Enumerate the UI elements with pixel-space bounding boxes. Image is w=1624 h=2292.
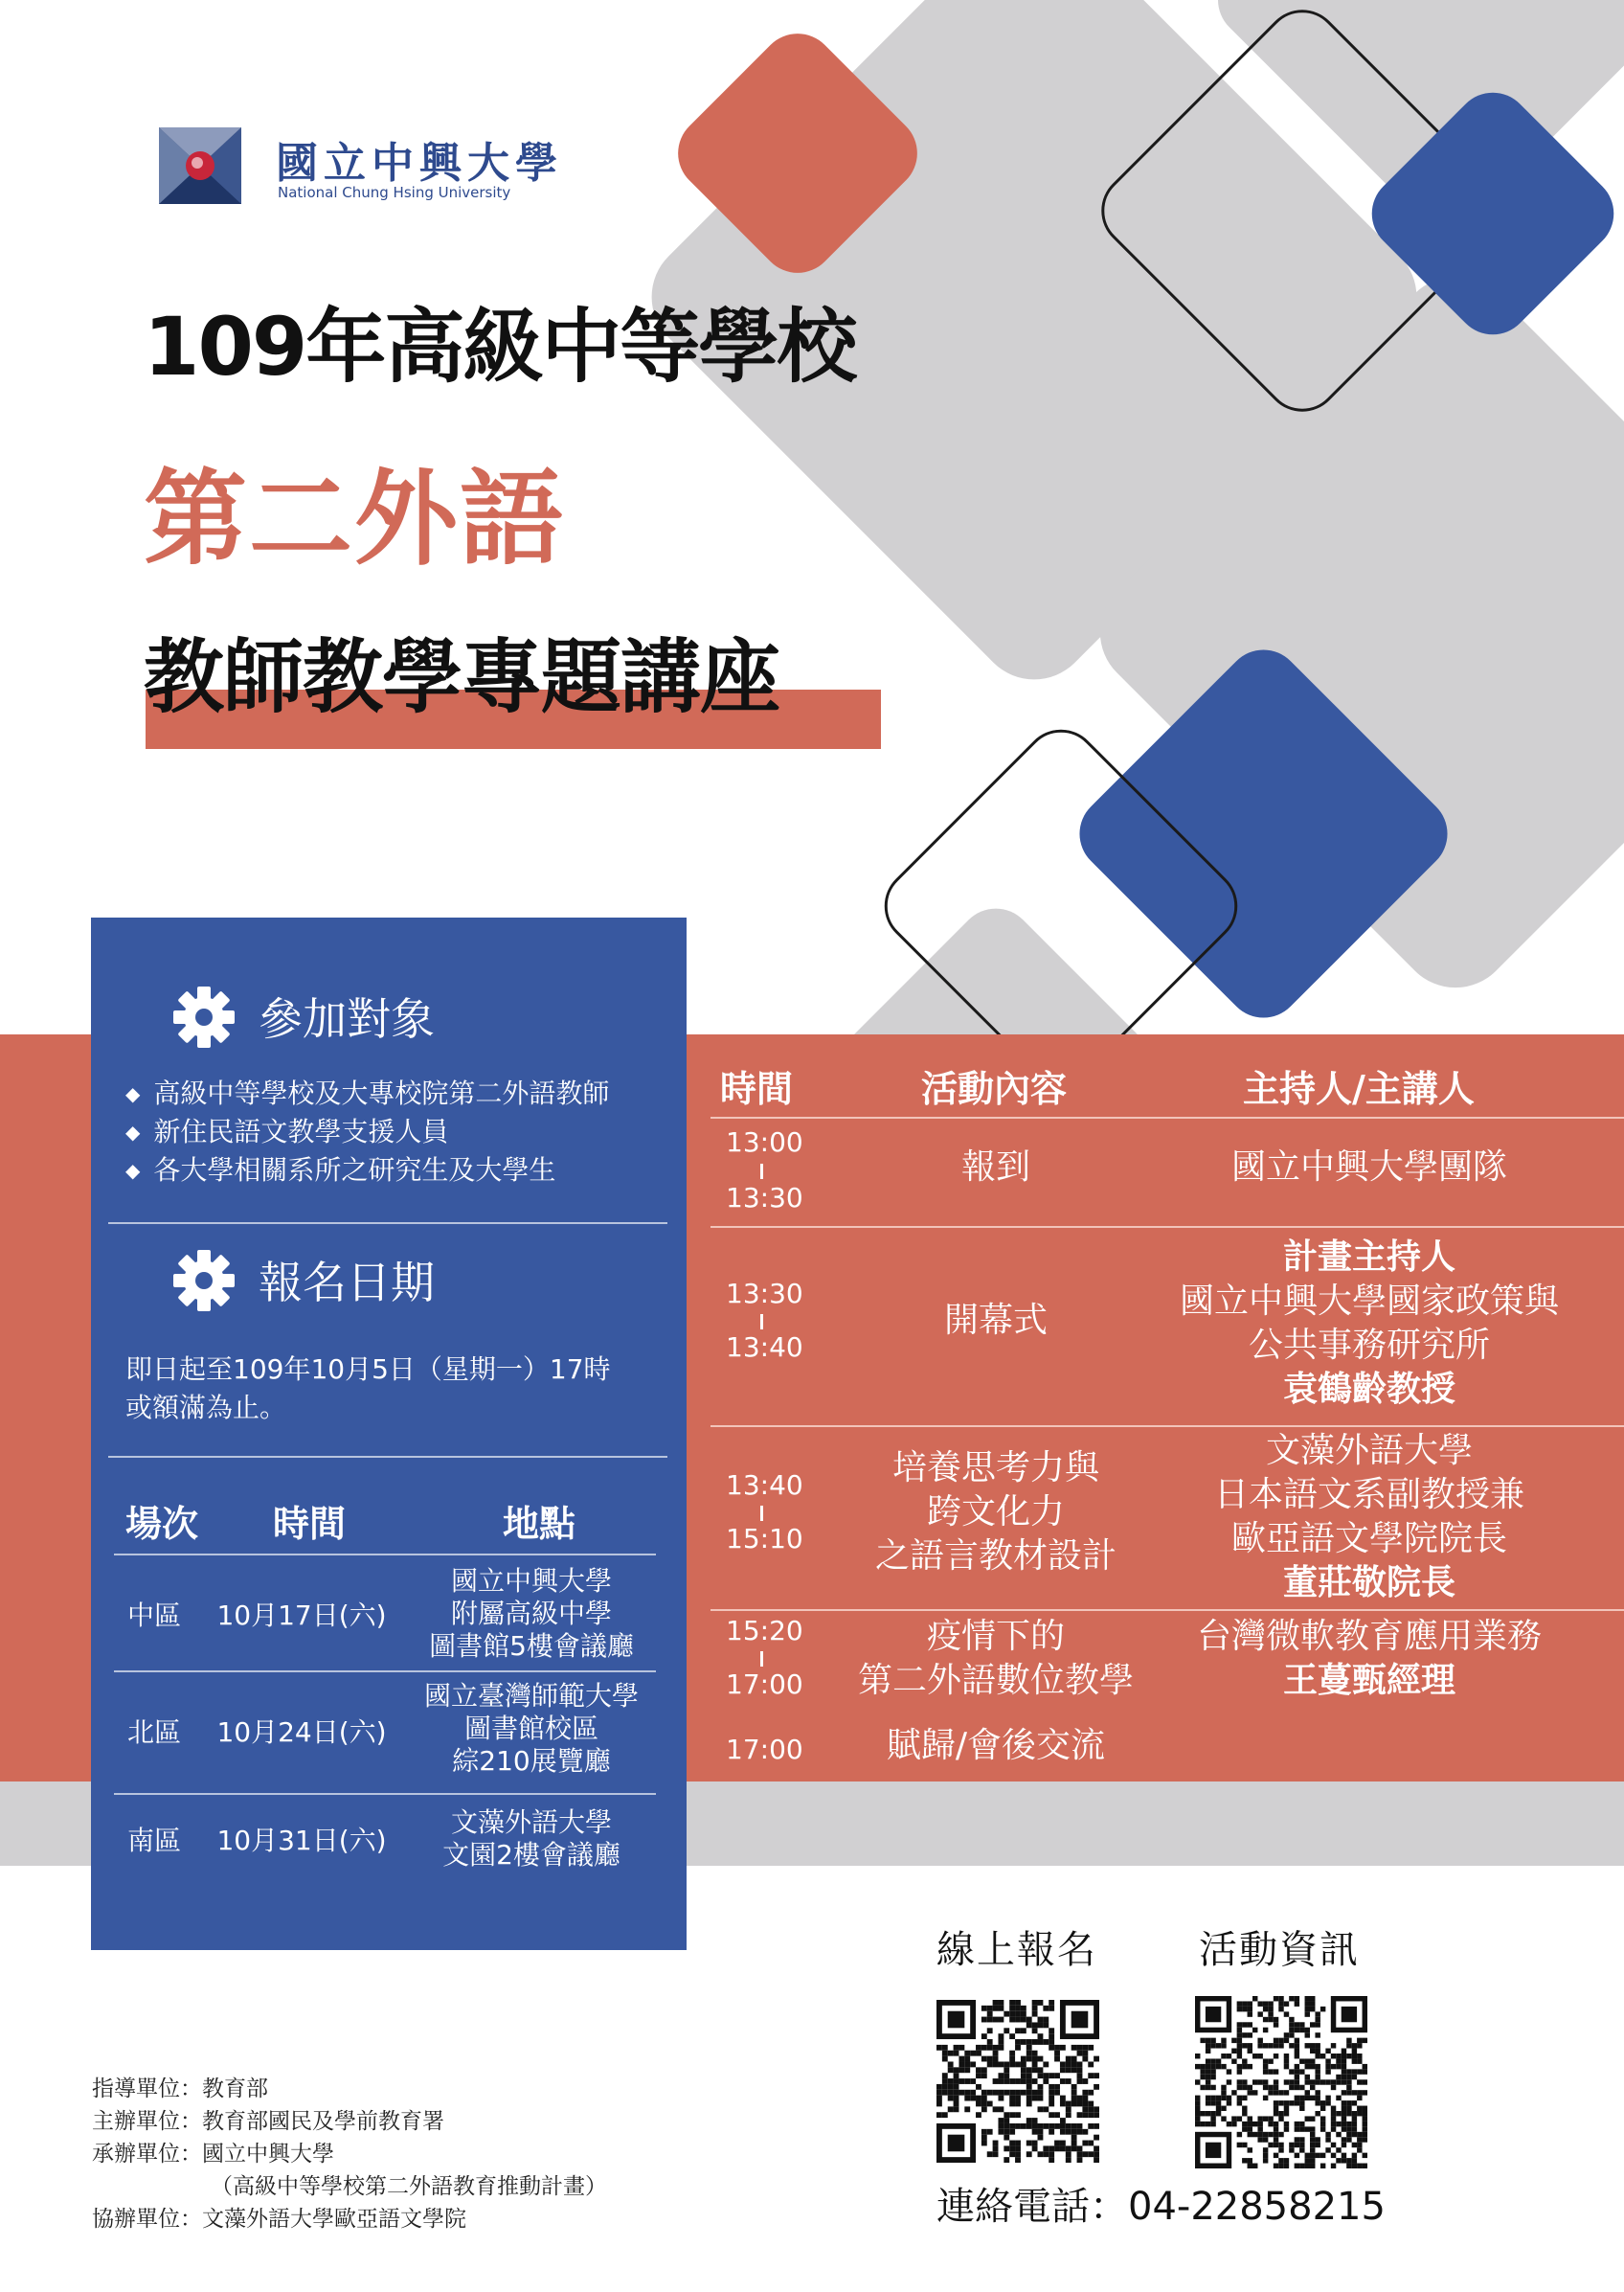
audience-item: ◆ 高級中等學校及大專校院第二外語教師	[125, 1075, 609, 1113]
register-qr-code[interactable]	[936, 2000, 1099, 2163]
activity-line: 開幕式	[943, 1301, 1048, 1340]
gear-icon	[171, 985, 237, 1050]
schedule-start: 17:00	[726, 1734, 803, 1765]
session-region: 北區	[126, 1716, 181, 1748]
schedule-speaker	[1149, 1429, 1590, 1605]
session-venue	[407, 1565, 656, 1663]
time-separator	[760, 1314, 763, 1329]
schedule-end: 15:10	[726, 1523, 803, 1554]
schedule-end: 17:00	[726, 1668, 803, 1700]
activity-line: 之語言教材設計	[874, 1536, 1116, 1576]
session-region: 南區	[126, 1825, 181, 1856]
sessions-header-venue: 地點	[503, 1503, 576, 1545]
register-qr-label: 線上報名	[936, 1928, 1097, 1972]
venue-line: 附屬高級中學	[450, 1598, 612, 1629]
schedule-header-time: 時間	[720, 1068, 794, 1110]
speaker-line: 文藻外語大學	[1265, 1431, 1473, 1470]
organizer-host: 主辦單位：教育部國民及學前教育署	[92, 2109, 444, 2134]
venue-line: 圖書館5樓會議廳	[429, 1630, 634, 1662]
schedule-divider	[710, 1117, 1624, 1119]
schedule-speaker	[1149, 1236, 1590, 1412]
speaker-line: 董莊敬院長	[1282, 1563, 1455, 1602]
schedule-header-speaker: 主持人/主講人	[1243, 1068, 1475, 1110]
session-venue	[407, 1806, 656, 1872]
session-region: 中區	[126, 1600, 181, 1631]
registration-heading: 報名日期	[259, 1257, 435, 1308]
info-panel	[91, 918, 687, 1950]
speaker-line: 國立中興大學團隊	[1230, 1147, 1507, 1187]
speaker-line: 袁鶴齡教授	[1282, 1370, 1455, 1409]
schedule-activity	[843, 1146, 1149, 1190]
speaker-line: 公共事務研究所	[1248, 1326, 1490, 1365]
session-date: 10月31日(六)	[216, 1825, 387, 1856]
activity-line: 疫情下的	[926, 1617, 1065, 1656]
activity-line: 賦歸/會後交流	[886, 1726, 1106, 1765]
schedule-end: 13:30	[726, 1182, 803, 1214]
organizer-undertake: 承辦單位：國立中興大學	[92, 2142, 334, 2167]
venue-line: 文藻外語大學	[450, 1806, 612, 1838]
time-separator	[760, 1506, 763, 1521]
university-name-en: National Chung Hsing University	[278, 184, 511, 201]
title-line-2: 第二外語	[144, 460, 566, 579]
audience-list	[125, 1075, 609, 1190]
schedule-activity	[843, 1446, 1149, 1578]
venue-line: 國立臺灣師範大學	[423, 1680, 639, 1712]
sessions-header-date: 時間	[273, 1503, 347, 1545]
schedule-divider	[710, 1609, 1624, 1611]
time-separator	[760, 1651, 763, 1667]
schedule-start: 13:30	[726, 1278, 803, 1309]
audience-item: ◆ 各大學相關系所之研究生及大學生	[125, 1151, 609, 1190]
session-date: 10月17日(六)	[216, 1600, 387, 1631]
schedule-activity	[843, 1724, 1149, 1768]
organizer-undertake-sub: （高級中等學校第二外語教育推動計畫）	[211, 2174, 607, 2199]
venue-line: 文園2樓會議廳	[442, 1839, 620, 1871]
activity-line: 跨文化力	[926, 1492, 1065, 1532]
audience-item: ◆ 新住民語文教學支援人員	[125, 1113, 609, 1151]
time-separator	[760, 1164, 763, 1179]
table-divider	[114, 1670, 656, 1672]
section-divider	[108, 1456, 667, 1458]
organizer-co: 協辦單位：文藻外語大學歐亞語文學院	[92, 2207, 466, 2232]
schedule-end: 13:40	[726, 1331, 803, 1363]
contact-phone: 連絡電話：04-22858215	[936, 2185, 1386, 2229]
title-line-3: 教師教學專題講座	[144, 630, 780, 724]
audience-heading: 參加對象	[259, 993, 435, 1045]
registration-text	[125, 1350, 611, 1427]
sessions-header-region: 場次	[125, 1503, 199, 1545]
speaker-line: 日本語文系副教授兼	[1213, 1475, 1524, 1514]
speaker-line: 國立中興大學國家政策與	[1179, 1282, 1559, 1321]
activity-line: 報到	[960, 1147, 1030, 1187]
table-divider	[114, 1793, 656, 1795]
venue-line: 國立中興大學	[450, 1565, 612, 1597]
university-name-zh: 國立中興大學	[276, 139, 563, 188]
session-venue	[407, 1680, 656, 1778]
venue-line: 綜210展覽廳	[452, 1745, 611, 1777]
info-qr-code[interactable]	[1195, 1996, 1367, 2168]
registration-line-1: 即日起至109年10月5日（星期一）17時	[125, 1353, 611, 1385]
registration-line-2: 或額滿為止。	[125, 1392, 287, 1423]
speaker-line: 台灣微軟教育應用業務	[1196, 1617, 1542, 1656]
schedule-start: 13:00	[726, 1126, 803, 1158]
speaker-line: 歐亞語文學院院長	[1230, 1519, 1507, 1558]
table-divider	[114, 1554, 656, 1555]
speaker-line: 計畫主持人	[1282, 1237, 1455, 1277]
section-divider	[108, 1222, 667, 1224]
speaker-line: 王蔓甄經理	[1282, 1661, 1455, 1700]
organizer-guide: 指導單位：教育部	[92, 2076, 268, 2101]
schedule-start: 15:20	[726, 1615, 803, 1646]
schedule-speaker	[1149, 1615, 1590, 1703]
schedule-activity	[843, 1299, 1149, 1343]
schedule-header-activity: 活動內容	[921, 1068, 1068, 1110]
activity-line: 培養思考力與	[891, 1448, 1099, 1487]
venue-line: 圖書館校區	[463, 1713, 598, 1744]
schedule-divider	[710, 1425, 1624, 1427]
schedule-divider	[710, 1226, 1624, 1228]
info-qr-label: 活動資訊	[1199, 1928, 1360, 1972]
title-line-1: 109年高級中等學校	[144, 300, 856, 394]
schedule-activity	[833, 1615, 1159, 1703]
session-date: 10月24日(六)	[216, 1716, 387, 1748]
schedule-speaker	[1149, 1146, 1590, 1190]
university-logo	[159, 127, 241, 204]
gear-icon	[171, 1248, 237, 1313]
schedule-start: 13:40	[726, 1469, 803, 1501]
activity-line: 第二外語數位教學	[857, 1661, 1134, 1700]
